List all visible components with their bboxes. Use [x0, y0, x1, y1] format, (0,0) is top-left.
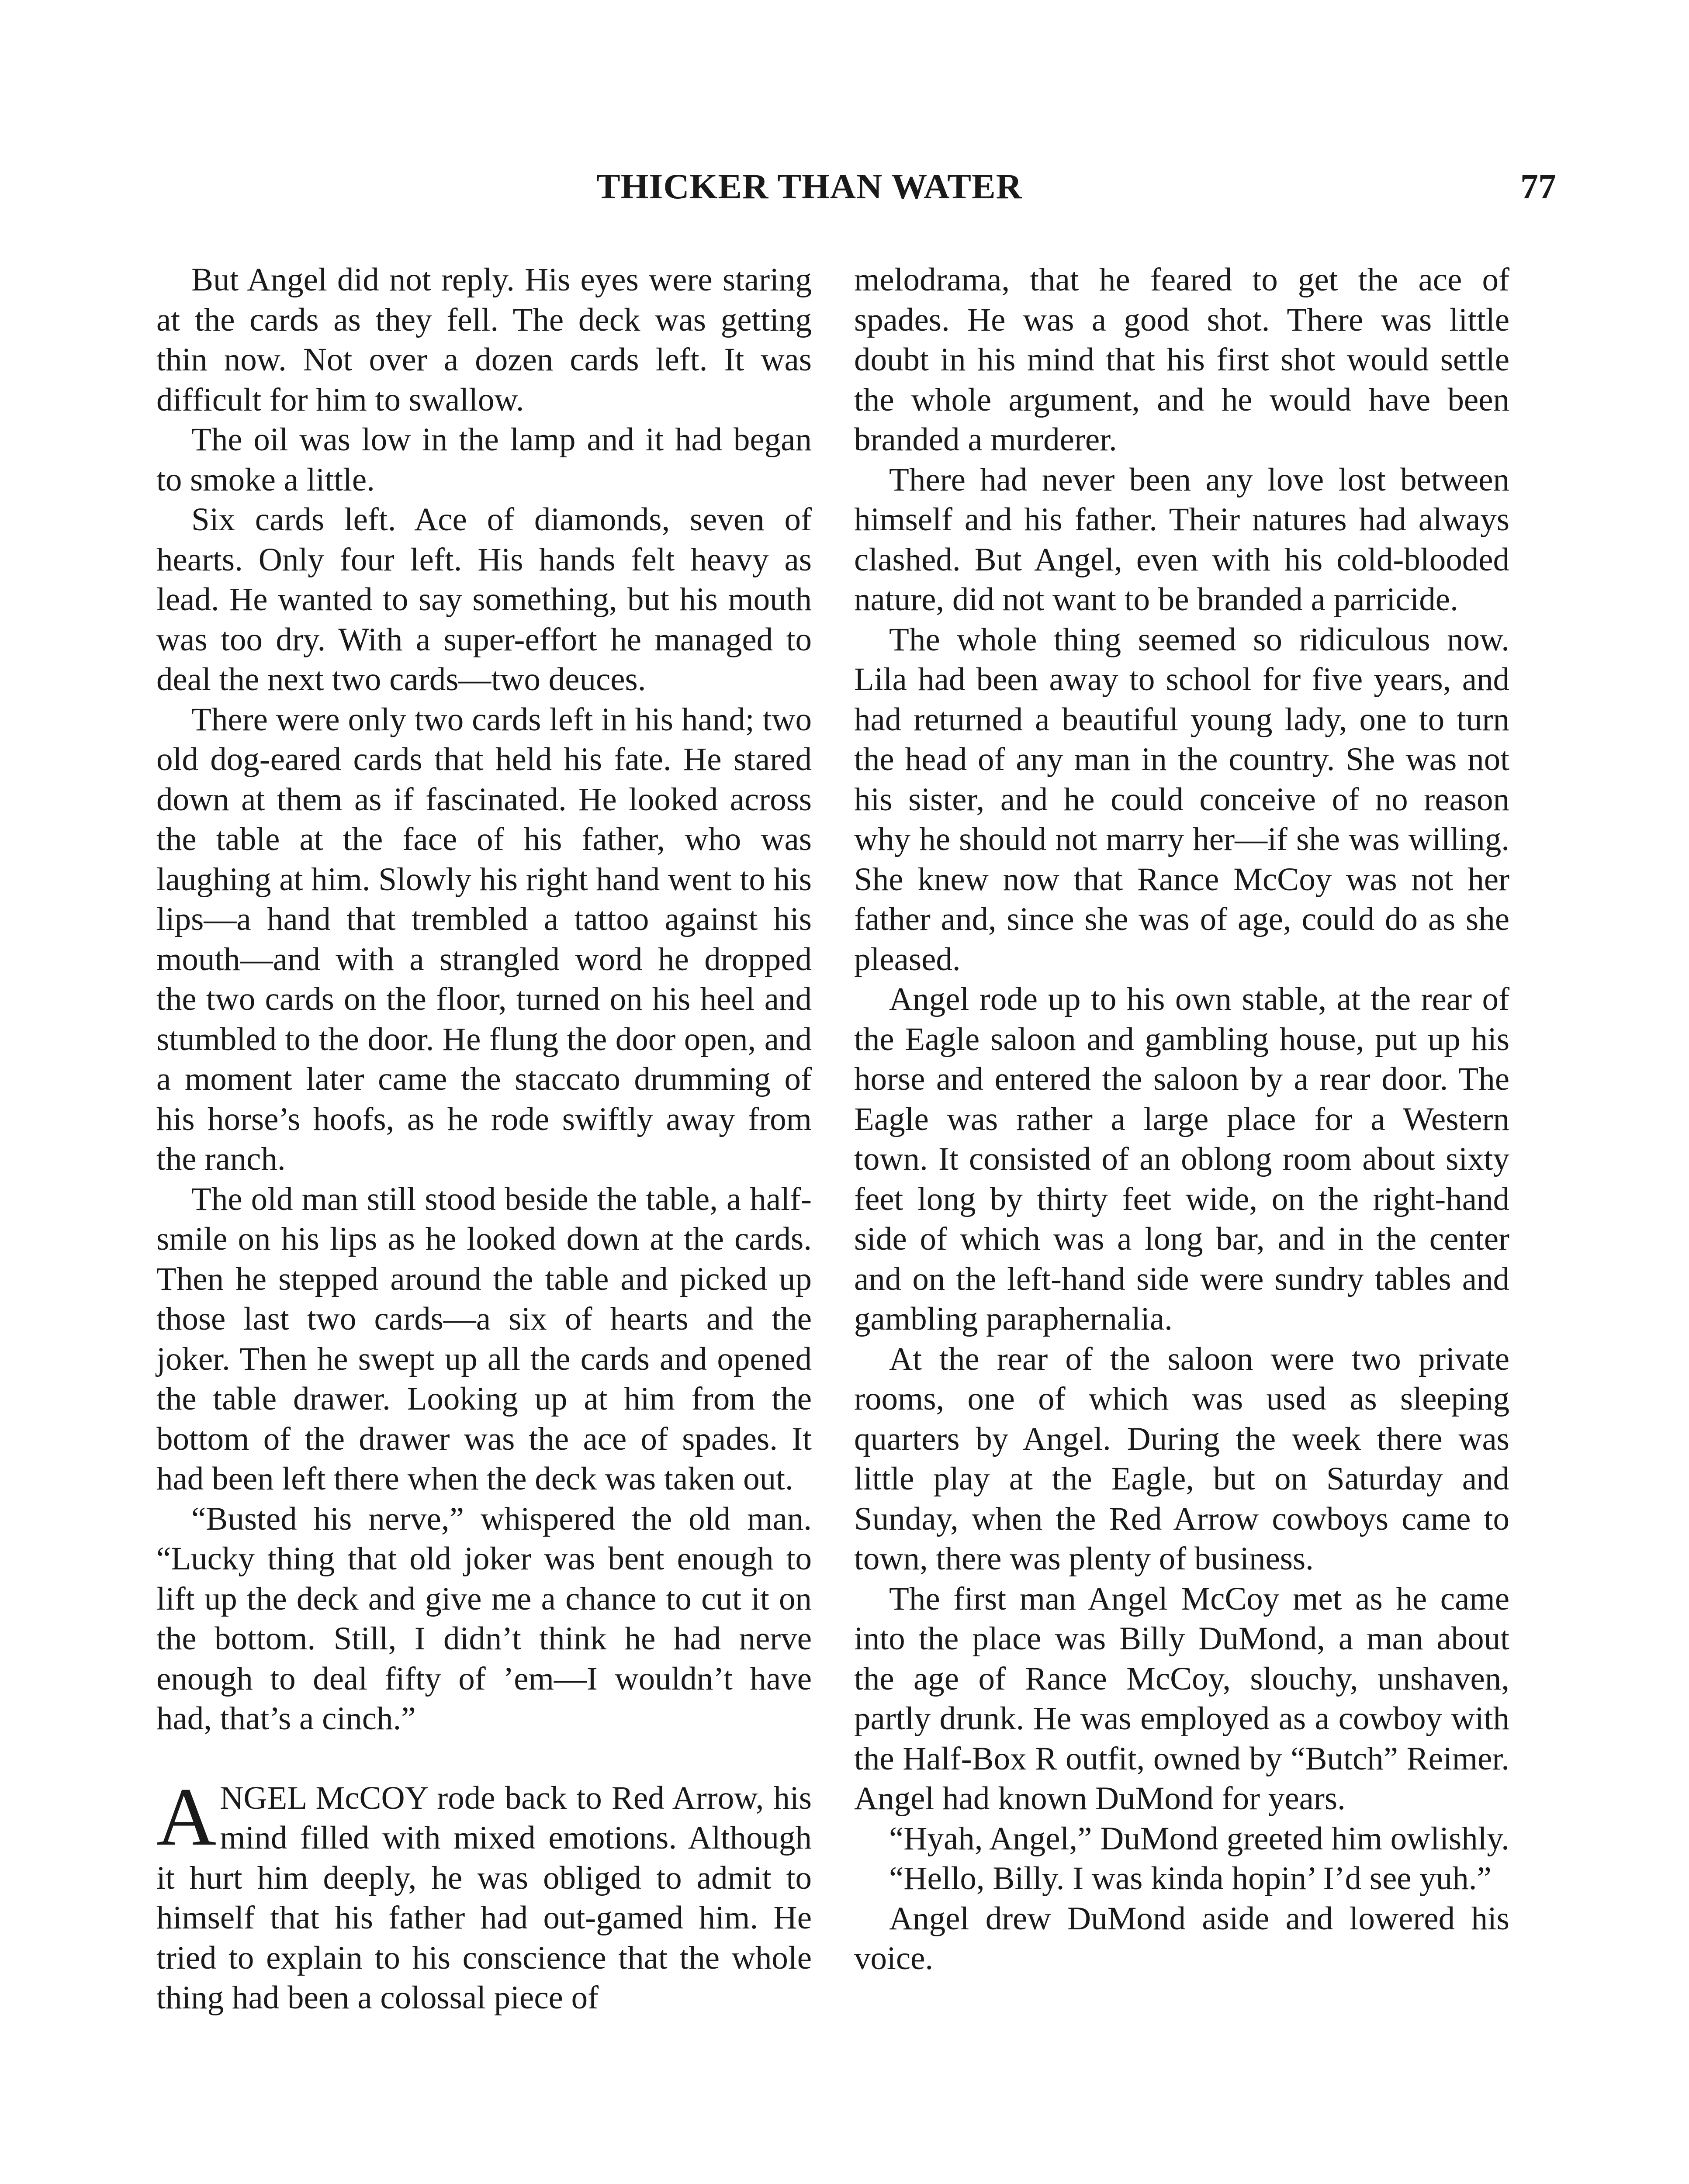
paragraph-continued: melodrama, that he feared to get the ace of spades. He was a good shot. There was little doubt in his mind that his first shot would settle the whole argument, and he would have been branded a murderer.	[854, 262, 1509, 458]
paragraph: Angel drew DuMond aside and lowered his voice.	[854, 1900, 1509, 1977]
page-number: 77	[1520, 166, 1556, 206]
paragraph: “Hello, Billy. I was kinda hopin’ I’d see yuh.”	[889, 1860, 1492, 1897]
section-opening-paragraph	[156, 1771, 812, 2018]
right-column	[854, 260, 1509, 1979]
paragraph: The oil was low in the lamp and it had began to smoke a little.	[156, 422, 812, 498]
paragraph: There were only two cards left in his hand; two old dog-eared cards that held his fate. He stared down at them as if fascinated. He looked across the table at the face of his father, who was laughing at him. Slowly his right hand went to his lips—a hand that trembled a tattoo against his mouth—and with a strangled word he dropped the two cards on the floor, turned on his heel and stumbled to the door. He flung the door open, and a moment later came the staccato drumming of his horse’s hoofs, as he rode swiftly away from the ranch.	[156, 701, 812, 1177]
paragraph: The whole thing seemed so ridiculous now. Lila had been away to school for five years, and had returned a beautiful young lady, one to turn the head of any man in the country. She was not his sister, and he could conceive of no reason why he should not marry her—if she was willing. She knew now that Rance McCoy was not her father and, since she was of age, could do as she pleased.	[854, 621, 1509, 978]
paragraph: There had never been any love lost between himself and his father. Their natures had always clashed. But Angel, even with his cold-blooded nature, did not want to be branded a parricide.	[854, 461, 1509, 618]
section-opening-text: NGEL McCOY rode back to Red Arrow, his mind filled with mixed emotions. Although it hurt him deeply, he was obliged to admit to himself that his father had out-gamed him. He tried to explain to his conscience that the whole thing had been a colossal piece of	[156, 1780, 812, 2016]
running-head-title: THICKER THAN WATER	[596, 166, 1022, 206]
paragraph: Angel rode up to his own stable, at the rear of the Eagle saloon and gambling house, put up his horse and entered the saloon by a rear door. The Eagle was rather a large place for a Western town. It consisted of an oblong room about sixty feet long by thirty feet wide, on the right-hand side of which was a long bar, and in the center and on the left-hand side were sundry tables and gambling paraphernalia.	[854, 981, 1509, 1337]
drop-cap: A	[156, 1771, 217, 1863]
section-break	[156, 1739, 812, 1778]
paragraph: “Busted his nerve,” whispered the old man. “Lucky thing that old joker was bent enough to lift up the deck and give me a chance to cut it on the bottom. Still, I didn’t think he had nerve enough to deal fifty of ’em—I wouldn’t have had, that’s a cinch.”	[156, 1500, 812, 1737]
paragraph: “Hyah, Angel,” DuMond greeted him owlishly.	[889, 1820, 1509, 1857]
paragraph: At the rear of the saloon were two private rooms, one of which was used as sleeping quarters by Angel. During the week there was little play at the Eagle, but on Saturday and Sunday, when the Red Arrow cowboys came to town, there was plenty of business.	[854, 1341, 1509, 1577]
left-column	[156, 260, 812, 2018]
paragraph: Six cards left. Ace of diamonds, seven of hearts. Only four left. His hands felt heavy as lead. He wanted to say something, but his mouth was too dry. With a super-effort he managed to deal the next two cards—two deuces.	[156, 501, 812, 698]
paragraph: But Angel did not reply. His eyes were staring at the cards as they fell. The deck was getting thin now. Not over a dozen cards left. It was difficult for him to swallow.	[156, 262, 812, 418]
paragraph: The old man still stood beside the table, a half-smile on his lips as he looked down at the cards. Then he stepped around the table and picked up those last two cards—a six of hearts and the joker. Then he swept up all the cards and opened the table drawer. Looking up at him from the bottom of the drawer was the ace of spades. It had been left there when the deck was taken out.	[156, 1181, 812, 1497]
paragraph: The first man Angel McCoy met as he came into the place was Billy DuMond, a man about the age of Rance McCoy, slouchy, unshaven, partly drunk. He was employed as a cowboy with the Half-Box R outfit, owned by “Butch” Reimer. Angel had known DuMond for years.	[854, 1580, 1509, 1817]
